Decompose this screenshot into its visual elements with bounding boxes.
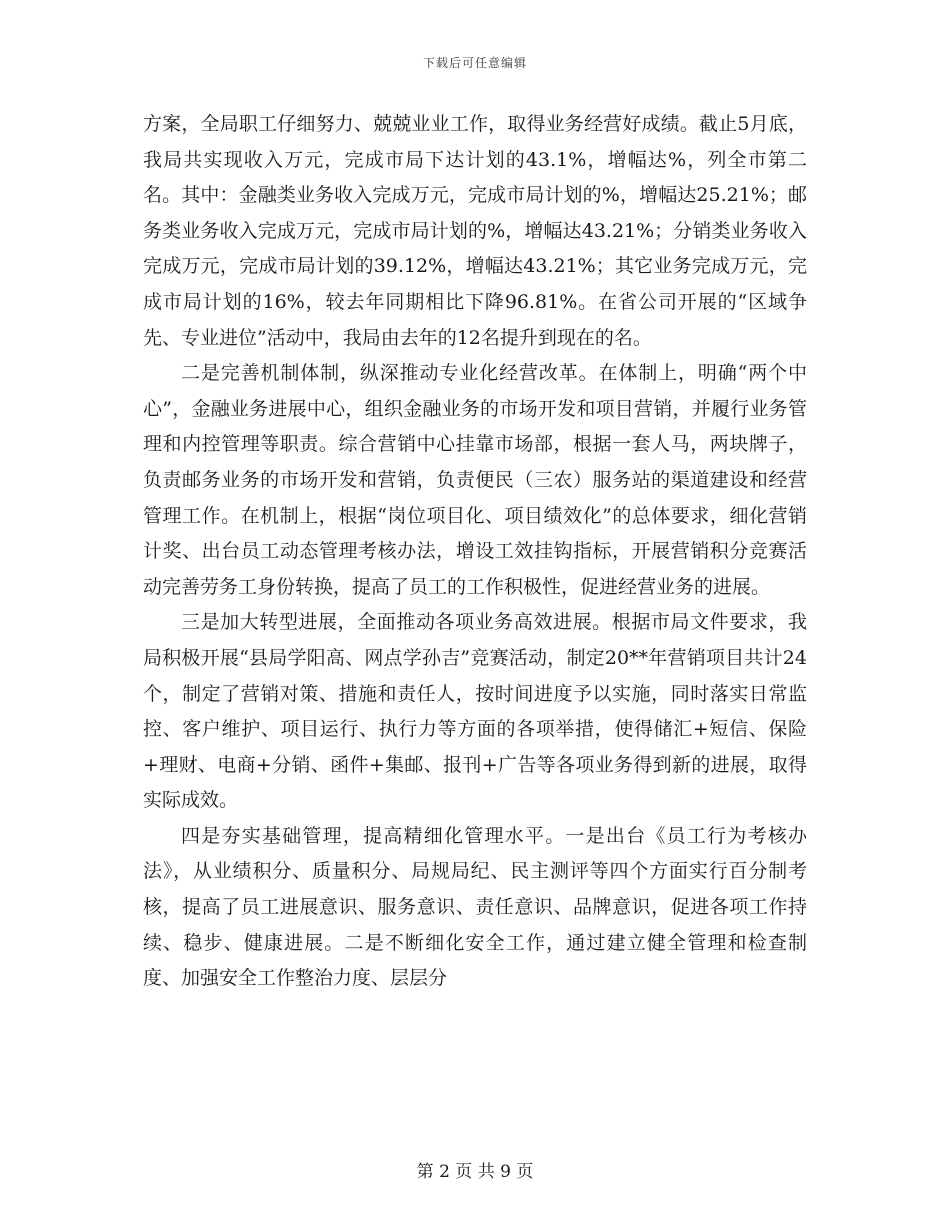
- page-number-footer: 第 2 页 共 9 页: [416, 1162, 534, 1182]
- paragraph-1: 方案，全局职工仔细努力、兢兢业业工作，取得业务经营好成绩。截止5月底，我局共实现收入万元，完成市局下达计划的43.1%，增幅达%，列全市第二名。其中：金融类业务收入完成万元，完成市局计划的%，增幅达25.21%；邮务类业务收入完成万元，完成市局计划的%，增幅达43.21%；分销类业务收入完成万元，完成市局计划的39.12%，增幅达43.21%；其它业务完成万元，完成市局计划的16%，较去年同期相比下降96.81%。在省公司开展的“区域争先、专业进位”活动中，我局由去年的12名提升到现在的名。: [143, 113, 807, 349]
- header-note: 下载后可任意编辑: [422, 56, 527, 70]
- paragraph-2: 二是完善机制体制，纵深推动专业化经营改革。在体制上，明确“两个中心”，金融业务进展中心，组织金融业务的市场开发和项目营销，并履行业务管理和内控管理等职责。综合营销中心挂靠市场部，根据一套人马，两块牌子，负责邮务业务的市场开发和营销，负责便民（三农）服务站的渠道建设和经营管理工作。在机制上，根据“岗位项目化、项目绩效化”的总体要求，细化营销计奖、出台员工动态管理考核办法，增设工效挂钩指标，开展营销积分竞赛活动完善劳务工身份转换，提高了员工的工作积极性，促进经营业务的进展。: [143, 362, 807, 598]
- paragraph-3: 三是加大转型进展，全面推动各项业务高效进展。根据市局文件要求，我局积极开展“县局学阳高、网点学孙吉”竞赛活动，制定20**年营销项目共计24个，制定了营销对策、措施和责任人，按时间进度予以实施，同时落实日常监控、客户维护、项目运行、执行力等方面的各项举措，使得储汇+短信、保险+理财、电商+分销、函件+集邮、报刊+广告等各项业务得到新的进展，取得实际成效。: [143, 611, 807, 812]
- paragraph-4: 四是夯实基础管理，提高精细化管理水平。一是出台《员工行为考核办法》，从业绩积分、质量积分、局规局纪、民主测评等四个方面实行百分制考核，提高了员工进展意识、服务意识、责任意识、品牌意识，促进各项工作持续、稳步、健康进展。二是不断细化安全工作，通过建立健全管理和检查制度、加强安全工作整治力度、层层分: [143, 824, 807, 990]
- document-body: [143, 107, 807, 997]
